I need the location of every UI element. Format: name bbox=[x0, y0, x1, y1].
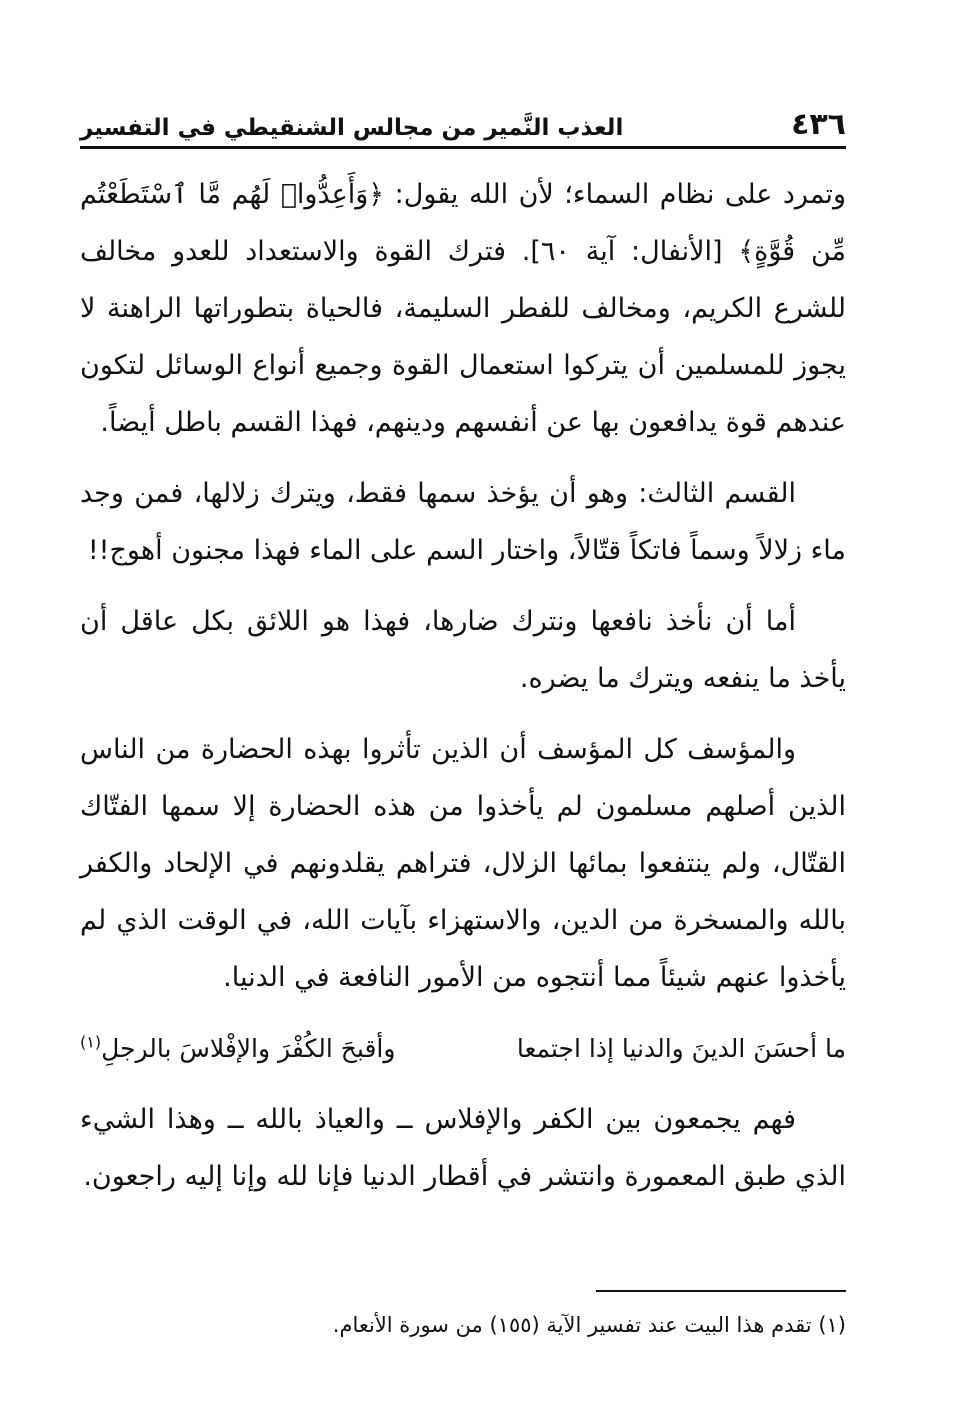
paragraph-1: وتمرد على نظام السماء؛ لأن الله يقول: ﴿وَأَعِدُّوا۟ لَهُم مَّا ٱسْتَطَعْتُم مِّن قُوَّةٍ﴾ [الأنفال: آية ٦٠]. فترك القوة والاستعداد للعدو مخالف للشرع الكريم، ومخالف للفطر السليمة، فالحياة بتطوراتها الراهنة لا يجوز للمسلمين أن يتركوا استعمال القوة وجميع أنواع الوسائل لتكون عندهم قوة يدافعون بها عن أنفسهم ودينهم، فهذا القسم باطل أيضاً. bbox=[80, 179, 846, 438]
verse-hemistich-2-wrap bbox=[80, 1020, 395, 1077]
paragraph-3: أما أن نأخذ نافعها ونترك ضارها، فهذا هو اللائق بكل عاقل أن يأخذ ما ينفعه ويترك ما يضره. bbox=[80, 606, 846, 694]
verse-hemistich-1: ما أحسَنَ الدينَ والدنيا إذا اجتمعا bbox=[516, 1034, 846, 1063]
page-header bbox=[80, 96, 846, 140]
verse-hemistich-2: وأقبحَ الكُفْرَ والإفْلاسَ بالرجلِ bbox=[101, 1034, 396, 1063]
paragraph-4: والمؤسف كل المؤسف أن الذين تأثروا بهذه الحضارة من الناس الذين أصلهم مسلمون لم يأخذوا من هذه الحضارة إلا سمها الفتّاك القتّال، ولم ينتفعوا بمائها الزلال، فتراهم يقلدونهم في الإلحاد والكفر بالله والمسخرة من الدين، والاستهزاء بآيات الله، في الوقت الذي لم يأخذوا عنهم شيئاً مما أنتجوه من الأمور النافعة في الدنيا. bbox=[80, 734, 846, 993]
poetry-verse bbox=[80, 1020, 846, 1077]
footnote: (١) تقدم هذا البيت عند تفسير الآية (١٥٥) من سورة الأنعام. bbox=[332, 1313, 846, 1337]
header-divider bbox=[80, 146, 846, 149]
running-title: العذب النَّمير من مجالس الشنقيطي في التفسير bbox=[80, 115, 624, 141]
footnote-divider bbox=[596, 1290, 846, 1292]
page-number: ٤٣٦ bbox=[791, 107, 846, 142]
paragraph-2: القسم الثالث: وهو أن يؤخذ سمها فقط، ويترك زلالها، فمن وجد ماء زلالاً وسماً فاتكاً قتّالاً، واختار السم على الماء فهذا مجنون أهوج!! bbox=[80, 478, 846, 566]
body-text bbox=[80, 166, 846, 1219]
footnote-marker: (١) bbox=[80, 1032, 102, 1052]
book-page bbox=[80, 0, 846, 1412]
closing-paragraph: فهم يجمعون بين الكفر والإفلاس ــ والعياذ بالله ــ وهذا الشيء الذي طبق المعمورة وانتشر في أقطار الدنيا فإنا لله وإنا إليه راجعون. bbox=[80, 1104, 846, 1192]
